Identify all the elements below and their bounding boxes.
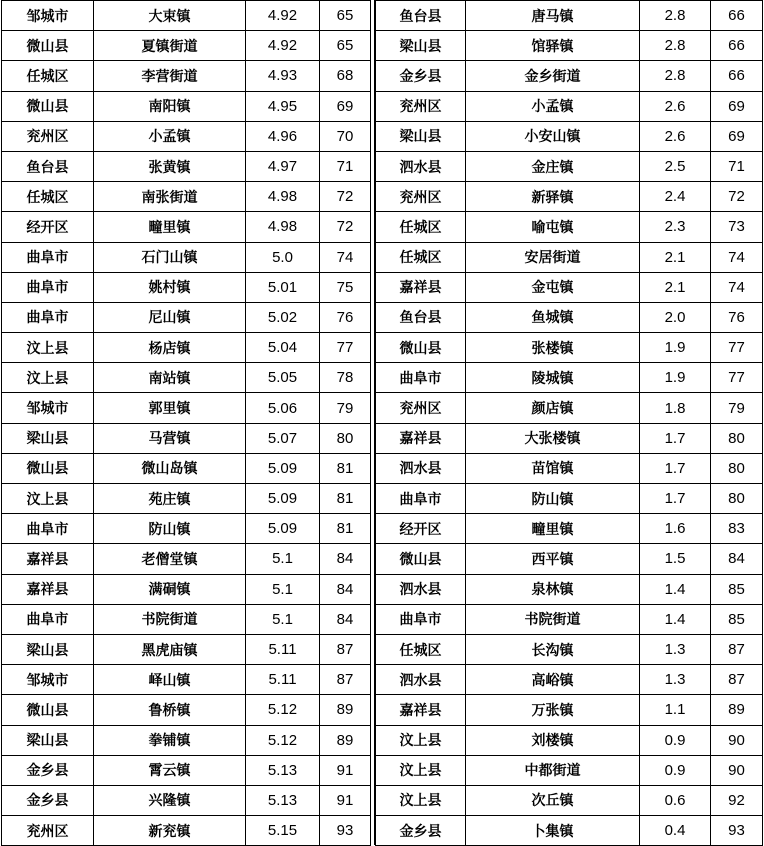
rank-cell: 72 (320, 212, 371, 242)
table-row (2, 816, 371, 846)
town-cell: 张楼镇 (466, 333, 640, 363)
town-cell: 黑虎庙镇 (94, 634, 246, 664)
table-row (2, 423, 371, 453)
table-row (2, 544, 371, 574)
county-cell: 曲阜市 (2, 514, 94, 544)
county-cell: 任城区 (376, 212, 466, 242)
value-cell: 5.04 (246, 333, 320, 363)
rank-cell: 66 (711, 31, 763, 61)
county-cell: 曲阜市 (2, 604, 94, 634)
rank-cell: 87 (711, 634, 763, 664)
rank-cell: 84 (320, 604, 371, 634)
table-row (2, 514, 371, 544)
town-cell: 苑庄镇 (94, 484, 246, 514)
town-cell: 石门山镇 (94, 242, 246, 272)
value-cell: 4.95 (246, 91, 320, 121)
county-cell: 嘉祥县 (2, 544, 94, 574)
town-cell: 刘楼镇 (466, 725, 640, 755)
rank-cell: 66 (711, 61, 763, 91)
town-cell: 杨店镇 (94, 333, 246, 363)
value-cell: 5.09 (246, 514, 320, 544)
county-cell: 兖州区 (2, 121, 94, 151)
table-row (2, 363, 371, 393)
county-cell: 嘉祥县 (376, 423, 466, 453)
town-cell: 防山镇 (94, 514, 246, 544)
county-cell: 邹城市 (2, 665, 94, 695)
value-cell: 5.0 (246, 242, 320, 272)
town-cell: 新驿镇 (466, 182, 640, 212)
county-cell: 微山县 (376, 544, 466, 574)
value-cell: 1.8 (640, 393, 711, 423)
value-cell: 1.7 (640, 453, 711, 483)
county-cell: 微山县 (2, 31, 94, 61)
county-cell: 嘉祥县 (376, 695, 466, 725)
county-cell: 邹城市 (2, 393, 94, 423)
rank-cell: 77 (711, 333, 763, 363)
town-cell: 书院街道 (466, 604, 640, 634)
town-cell: 金乡街道 (466, 61, 640, 91)
county-cell: 泗水县 (376, 665, 466, 695)
value-cell: 5.15 (246, 816, 320, 846)
table-row (2, 665, 371, 695)
rank-cell: 69 (711, 121, 763, 151)
rank-cell: 84 (711, 544, 763, 574)
rank-cell: 74 (711, 242, 763, 272)
table-row (376, 31, 763, 61)
value-cell: 2.1 (640, 242, 711, 272)
table-row (2, 31, 371, 61)
town-cell: 郭里镇 (94, 393, 246, 423)
table-row (376, 665, 763, 695)
table-row (376, 695, 763, 725)
county-cell: 任城区 (2, 182, 94, 212)
rank-cell: 77 (711, 363, 763, 393)
rank-cell: 85 (711, 574, 763, 604)
town-cell: 卜集镇 (466, 816, 640, 846)
value-cell: 5.1 (246, 544, 320, 574)
county-cell: 曲阜市 (376, 604, 466, 634)
county-cell: 汶上县 (2, 333, 94, 363)
county-cell: 梁山县 (376, 31, 466, 61)
rank-cell: 83 (711, 514, 763, 544)
town-cell: 李营街道 (94, 61, 246, 91)
value-cell: 5.13 (246, 785, 320, 815)
table-row (2, 604, 371, 634)
value-cell: 0.6 (640, 785, 711, 815)
rank-cell: 80 (711, 423, 763, 453)
town-cell: 鱼城镇 (466, 302, 640, 332)
value-cell: 2.5 (640, 151, 711, 181)
rank-cell: 75 (320, 272, 371, 302)
rank-cell: 93 (711, 816, 763, 846)
table-row (2, 725, 371, 755)
value-cell: 2.6 (640, 91, 711, 121)
town-cell: 夏镇街道 (94, 31, 246, 61)
town-cell: 万张镇 (466, 695, 640, 725)
town-cell: 新兖镇 (94, 816, 246, 846)
rank-cell: 72 (320, 182, 371, 212)
value-cell: 1.3 (640, 665, 711, 695)
rank-cell: 84 (320, 574, 371, 604)
rank-cell: 80 (711, 453, 763, 483)
county-cell: 任城区 (376, 634, 466, 664)
town-cell: 陵城镇 (466, 363, 640, 393)
town-cell: 兴隆镇 (94, 785, 246, 815)
value-cell: 1.7 (640, 423, 711, 453)
value-cell: 2.4 (640, 182, 711, 212)
left-table-body (2, 1, 371, 846)
table-row (2, 302, 371, 332)
value-cell: 1.9 (640, 363, 711, 393)
town-cell: 西平镇 (466, 544, 640, 574)
value-cell: 0.9 (640, 755, 711, 785)
rank-cell: 80 (320, 423, 371, 453)
table-row (376, 816, 763, 846)
rank-cell: 84 (320, 544, 371, 574)
town-cell: 疃里镇 (94, 212, 246, 242)
rank-cell: 65 (320, 1, 371, 31)
table-row (376, 212, 763, 242)
town-cell: 南张街道 (94, 182, 246, 212)
value-cell: 1.7 (640, 484, 711, 514)
rank-cell: 72 (711, 182, 763, 212)
table-row (376, 544, 763, 574)
right-table-body (376, 1, 763, 846)
town-cell: 张黄镇 (94, 151, 246, 181)
value-cell: 1.4 (640, 604, 711, 634)
table-row (376, 363, 763, 393)
table-row (376, 121, 763, 151)
table-row (376, 423, 763, 453)
county-cell: 微山县 (2, 695, 94, 725)
value-cell: 5.12 (246, 695, 320, 725)
rank-cell: 85 (711, 604, 763, 634)
table-row (376, 182, 763, 212)
rank-cell: 89 (711, 695, 763, 725)
rank-cell: 69 (711, 91, 763, 121)
county-cell: 兖州区 (376, 393, 466, 423)
town-cell: 苗馆镇 (466, 453, 640, 483)
table-row (2, 91, 371, 121)
town-cell: 满硐镇 (94, 574, 246, 604)
county-cell: 曲阜市 (2, 302, 94, 332)
town-cell: 高峪镇 (466, 665, 640, 695)
table-row (376, 91, 763, 121)
table-row (376, 61, 763, 91)
county-cell: 泗水县 (376, 151, 466, 181)
value-cell: 5.02 (246, 302, 320, 332)
county-cell: 兖州区 (376, 91, 466, 121)
county-cell: 曲阜市 (376, 363, 466, 393)
rank-cell: 71 (320, 151, 371, 181)
town-cell: 疃里镇 (466, 514, 640, 544)
value-cell: 2.0 (640, 302, 711, 332)
table-row (376, 302, 763, 332)
rank-cell: 80 (711, 484, 763, 514)
table-row (376, 242, 763, 272)
table-row (2, 333, 371, 363)
county-cell: 经开区 (2, 212, 94, 242)
rank-cell: 87 (711, 665, 763, 695)
rank-cell: 69 (320, 91, 371, 121)
rank-cell: 91 (320, 755, 371, 785)
county-cell: 泗水县 (376, 453, 466, 483)
county-cell: 任城区 (2, 61, 94, 91)
rank-cell: 81 (320, 484, 371, 514)
table-row (2, 272, 371, 302)
table-row (376, 574, 763, 604)
rank-cell: 76 (711, 302, 763, 332)
rank-cell: 87 (320, 634, 371, 664)
value-cell: 2.8 (640, 61, 711, 91)
table-row (2, 242, 371, 272)
county-cell: 金乡县 (2, 785, 94, 815)
rank-cell: 93 (320, 816, 371, 846)
value-cell: 5.13 (246, 755, 320, 785)
rank-cell: 90 (711, 755, 763, 785)
value-cell: 4.92 (246, 1, 320, 31)
value-cell: 4.93 (246, 61, 320, 91)
town-cell: 金屯镇 (466, 272, 640, 302)
town-cell: 老僧堂镇 (94, 544, 246, 574)
county-cell: 曲阜市 (2, 272, 94, 302)
rank-cell: 74 (711, 272, 763, 302)
town-cell: 大束镇 (94, 1, 246, 31)
table-row (376, 453, 763, 483)
rank-cell: 76 (320, 302, 371, 332)
county-cell: 梁山县 (2, 634, 94, 664)
county-cell: 微山县 (2, 91, 94, 121)
value-cell: 4.92 (246, 31, 320, 61)
town-cell: 书院街道 (94, 604, 246, 634)
town-cell: 尼山镇 (94, 302, 246, 332)
county-cell: 曲阜市 (2, 242, 94, 272)
table-row (2, 484, 371, 514)
town-cell: 南站镇 (94, 363, 246, 393)
county-cell: 鱼台县 (2, 151, 94, 181)
table-row (376, 725, 763, 755)
county-cell: 汶上县 (376, 785, 466, 815)
county-cell: 泗水县 (376, 574, 466, 604)
town-cell: 霄云镇 (94, 755, 246, 785)
value-cell: 5.11 (246, 634, 320, 664)
town-cell: 安居街道 (466, 242, 640, 272)
table-row (2, 393, 371, 423)
value-cell: 5.1 (246, 604, 320, 634)
value-cell: 1.3 (640, 634, 711, 664)
value-cell: 4.97 (246, 151, 320, 181)
right-ranking-table (375, 0, 763, 846)
town-cell: 峄山镇 (94, 665, 246, 695)
rank-cell: 81 (320, 514, 371, 544)
rank-cell: 71 (711, 151, 763, 181)
value-cell: 5.1 (246, 574, 320, 604)
town-cell: 马营镇 (94, 423, 246, 453)
town-cell: 金庄镇 (466, 151, 640, 181)
value-cell: 5.12 (246, 725, 320, 755)
county-cell: 梁山县 (376, 121, 466, 151)
value-cell: 2.8 (640, 31, 711, 61)
table-row (376, 514, 763, 544)
value-cell: 5.07 (246, 423, 320, 453)
rank-cell: 89 (320, 725, 371, 755)
rank-cell: 65 (320, 31, 371, 61)
county-cell: 汶上县 (376, 725, 466, 755)
county-cell: 汶上县 (2, 484, 94, 514)
rank-cell: 92 (711, 785, 763, 815)
county-cell: 梁山县 (2, 423, 94, 453)
table-row (376, 1, 763, 31)
county-cell: 鱼台县 (376, 302, 466, 332)
rank-cell: 90 (711, 725, 763, 755)
table-row (376, 604, 763, 634)
town-cell: 微山岛镇 (94, 453, 246, 483)
town-cell: 鲁桥镇 (94, 695, 246, 725)
rank-cell: 66 (711, 1, 763, 31)
table-row (376, 393, 763, 423)
town-cell: 小孟镇 (466, 91, 640, 121)
table-row (2, 151, 371, 181)
value-cell: 5.06 (246, 393, 320, 423)
value-cell: 4.96 (246, 121, 320, 151)
county-cell: 微山县 (2, 453, 94, 483)
value-cell: 0.9 (640, 725, 711, 755)
value-cell: 5.05 (246, 363, 320, 393)
table-row (376, 333, 763, 363)
value-cell: 1.6 (640, 514, 711, 544)
value-cell: 2.6 (640, 121, 711, 151)
rank-cell: 73 (711, 212, 763, 242)
county-cell: 微山县 (376, 333, 466, 363)
table-row (376, 484, 763, 514)
town-cell: 南阳镇 (94, 91, 246, 121)
town-cell: 防山镇 (466, 484, 640, 514)
value-cell: 2.3 (640, 212, 711, 242)
county-cell: 任城区 (376, 242, 466, 272)
left-ranking-table (1, 0, 371, 846)
table-row (2, 634, 371, 664)
rank-cell: 79 (320, 393, 371, 423)
rank-cell: 78 (320, 363, 371, 393)
town-cell: 小安山镇 (466, 121, 640, 151)
table-row (2, 1, 371, 31)
county-cell: 嘉祥县 (2, 574, 94, 604)
town-cell: 唐马镇 (466, 1, 640, 31)
value-cell: 4.98 (246, 212, 320, 242)
town-cell: 喻屯镇 (466, 212, 640, 242)
county-cell: 邹城市 (2, 1, 94, 31)
value-cell: 5.09 (246, 484, 320, 514)
table-row (2, 453, 371, 483)
table-row (376, 151, 763, 181)
town-cell: 拳铺镇 (94, 725, 246, 755)
county-cell: 曲阜市 (376, 484, 466, 514)
value-cell: 5.09 (246, 453, 320, 483)
county-cell: 兖州区 (376, 182, 466, 212)
rank-cell: 87 (320, 665, 371, 695)
rank-cell: 79 (711, 393, 763, 423)
table-row (376, 755, 763, 785)
county-cell: 汶上县 (2, 363, 94, 393)
table-row (2, 121, 371, 151)
value-cell: 1.9 (640, 333, 711, 363)
rank-cell: 68 (320, 61, 371, 91)
county-cell: 鱼台县 (376, 1, 466, 31)
table-row (2, 61, 371, 91)
table-row (2, 785, 371, 815)
county-cell: 金乡县 (376, 61, 466, 91)
town-cell: 中都街道 (466, 755, 640, 785)
value-cell: 1.4 (640, 574, 711, 604)
county-cell: 经开区 (376, 514, 466, 544)
rank-cell: 70 (320, 121, 371, 151)
rank-cell: 81 (320, 453, 371, 483)
table-row (376, 272, 763, 302)
town-cell: 长沟镇 (466, 634, 640, 664)
county-cell: 兖州区 (2, 816, 94, 846)
town-cell: 馆驿镇 (466, 31, 640, 61)
county-cell: 梁山县 (2, 725, 94, 755)
table-row (2, 755, 371, 785)
table-row (376, 634, 763, 664)
table-row (2, 182, 371, 212)
county-cell: 嘉祥县 (376, 272, 466, 302)
town-cell: 姚村镇 (94, 272, 246, 302)
town-cell: 颜店镇 (466, 393, 640, 423)
value-cell: 2.8 (640, 1, 711, 31)
county-cell: 金乡县 (2, 755, 94, 785)
table-row (2, 574, 371, 604)
value-cell: 1.1 (640, 695, 711, 725)
value-cell: 1.5 (640, 544, 711, 574)
value-cell: 5.01 (246, 272, 320, 302)
town-cell: 大张楼镇 (466, 423, 640, 453)
rank-cell: 74 (320, 242, 371, 272)
county-cell: 金乡县 (376, 816, 466, 846)
table-row (2, 695, 371, 725)
rank-cell: 91 (320, 785, 371, 815)
town-cell: 泉林镇 (466, 574, 640, 604)
county-cell: 汶上县 (376, 755, 466, 785)
table-row (2, 212, 371, 242)
town-cell: 次丘镇 (466, 785, 640, 815)
table-row (376, 785, 763, 815)
value-cell: 0.4 (640, 816, 711, 846)
value-cell: 2.1 (640, 272, 711, 302)
rank-cell: 89 (320, 695, 371, 725)
rank-cell: 77 (320, 333, 371, 363)
value-cell: 4.98 (246, 182, 320, 212)
town-cell: 小孟镇 (94, 121, 246, 151)
value-cell: 5.11 (246, 665, 320, 695)
